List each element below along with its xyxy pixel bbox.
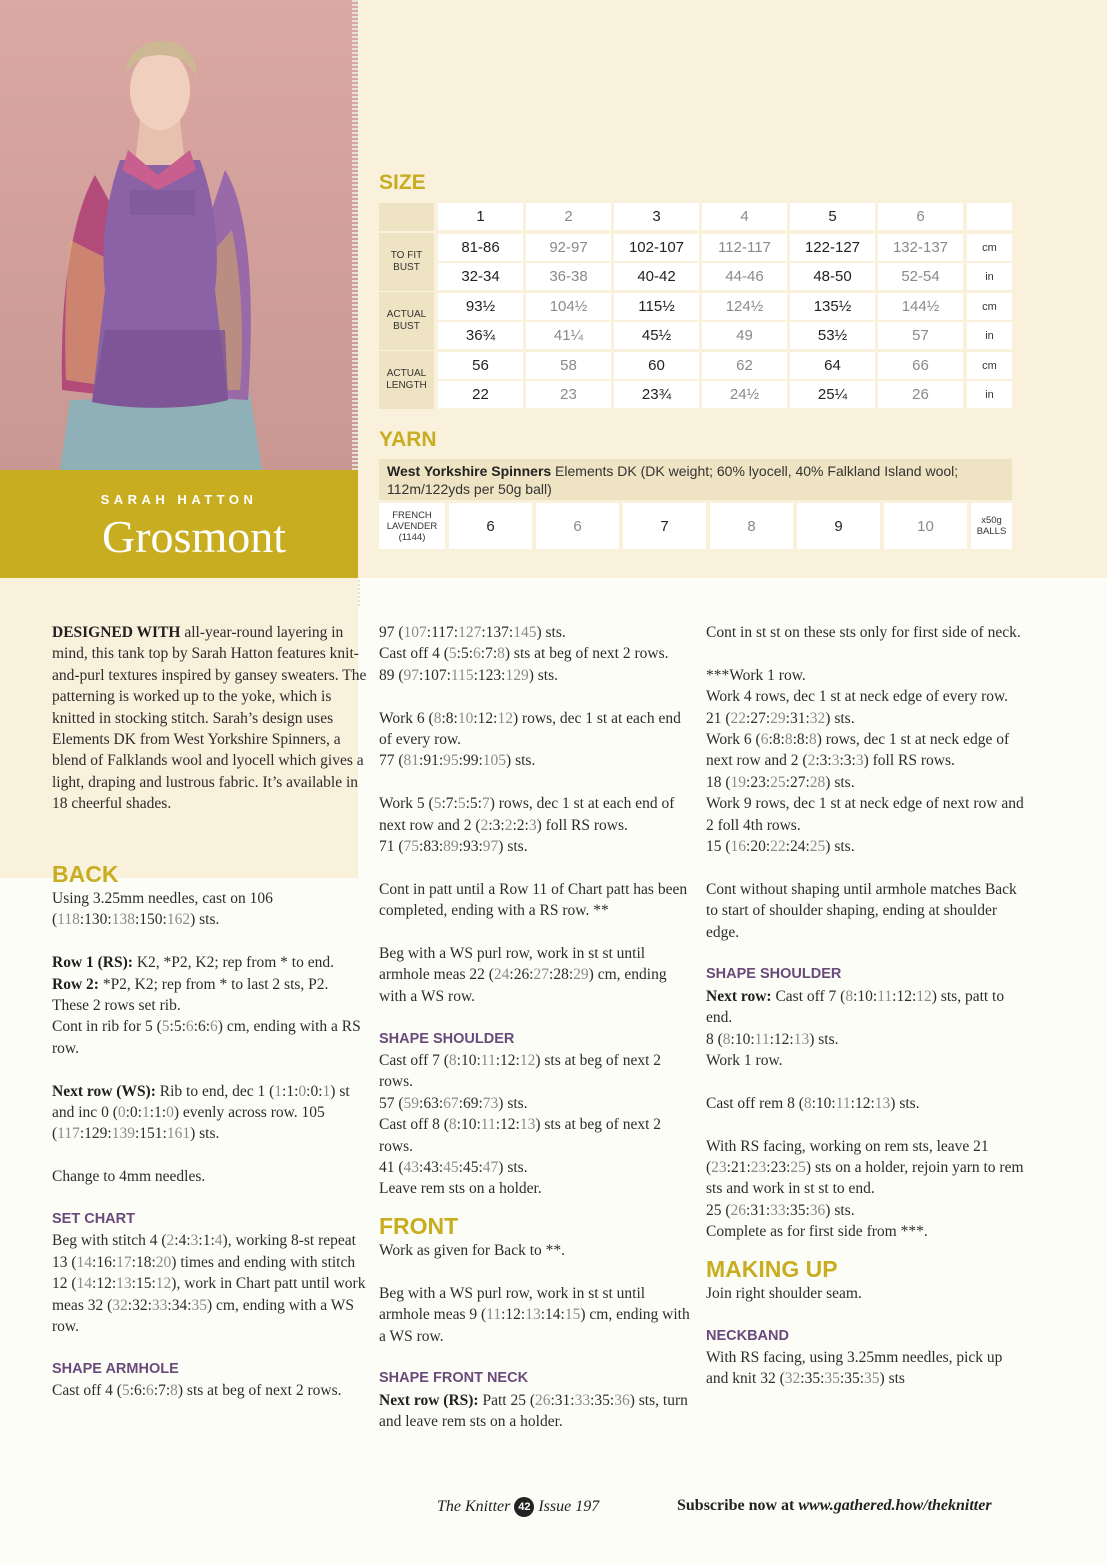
size-col-4: 4 <box>702 203 787 230</box>
neckband-text: With RS facing, using 3.25mm needles, pick up and knit 32 (32:35:35:35:35) sts <box>706 1348 1003 1388</box>
yarn-description <box>379 459 1012 500</box>
back-heading: BACK <box>52 861 119 888</box>
cont-patt: Cont in patt until a Row 11 of Chart patt has been completed, ending with a RS row. ** <box>379 880 688 920</box>
size-unit: cm <box>967 234 1012 261</box>
neckband-heading: NECKBAND <box>706 1327 789 1344</box>
intro-lead: DESIGNED WITH <box>52 624 181 641</box>
yarn-balls-4: 8 <box>710 503 793 549</box>
back-next-row: Next row (WS): Rib to end, dec 1 (1:1:0:0:1) st and inc 0 (0:0:1:1:0) evenly across row. 105 (117:129:139:151:161) sts. <box>52 1082 350 1143</box>
set-chart-text: Beg with stitch 4 (2:4:3:1:4), working 8-st repeat 13 (14:16:17:18:20) times and ending with stitch 12 (14:12:13:15:12), work in Chart patt until work meas 32 (32:32:33:34:35) cm, ending with a WS row. <box>52 1232 366 1336</box>
yarn-details: Elements DK (DK weight; 60% lyocell, 40% Falkland Island wool; 112m/122yds per 50g ball) <box>387 463 959 497</box>
yarn-balls-3: 7 <box>623 503 706 549</box>
back-shape-shoulder-heading: SHAPE SHOULDER <box>379 1030 515 1047</box>
armhole-dec-2: Work 5 (5:7:5:5:7) rows, dec 1 st at each end of next row and 2 (2:3:2:2:3) foll RS rows. 71 (75:83:89:93:97) sts. <box>379 795 675 856</box>
front-neck-text: Next row (RS): Patt 25 (26:31:33:35:36) sts, turn and leave rem sts on a holder. <box>379 1391 688 1431</box>
size-value: 144½ <box>878 293 963 320</box>
column-2 <box>379 622 697 1433</box>
size-unit: cm <box>967 352 1012 379</box>
front-heading: FRONT <box>379 1212 459 1239</box>
yarn-heading: YARN <box>379 428 437 451</box>
column-3 <box>706 622 1024 1390</box>
subscribe-text: Subscribe now at <box>677 1497 799 1514</box>
footer-subscribe <box>677 1497 992 1515</box>
size-col-2: 2 <box>526 203 611 230</box>
neck-shaping: ***Work 1 row. Work 4 rows, dec 1 st at neck edge of every row. 21 (22:27:29:31:32) sts. Work 6 (6:8:8:8:8) rows, dec 1 st at neck edge of next row and 2 (2:3:3:3:3) foll RS rows. 18 (19:23:25:27:28) sts. Work 9 rows, dec 1 st at neck edge of next row and 2 foll 4th rows. 15 (16:20:22:24:25) sts. <box>706 666 1024 856</box>
work-one-row: Work 1 row. <box>706 1052 783 1070</box>
yarn-balls-1: 6 <box>449 503 532 549</box>
leave-rem: Leave rem sts on a holder. <box>379 1180 542 1198</box>
title-panel <box>0 470 358 578</box>
size-value: 93½ <box>438 293 523 320</box>
back-change-needles: Change to 4mm needles. <box>52 1168 206 1186</box>
size-row-label: TO FIT BUST <box>379 233 434 291</box>
size-col-6: 6 <box>878 203 963 230</box>
size-heading: SIZE <box>379 171 426 194</box>
shape-armhole-text: Cast off 4 (5:6:6:7:8) sts at beg of next 2 rows. <box>52 1382 342 1400</box>
size-value: 36¾ <box>438 322 523 349</box>
page-number: 42 <box>514 1497 534 1517</box>
size-value: 132-137 <box>878 234 963 261</box>
yarn-balls-6: 10 <box>884 503 967 549</box>
back-cast-on: Using 3.25mm needles, cast on 106 (118:130:138:150:162) sts. <box>52 890 273 929</box>
size-value: 25¼ <box>790 381 875 408</box>
size-value: 102-107 <box>614 234 699 261</box>
cast-off-rem: Cast off rem 8 (8:10:11:12:13) sts. <box>706 1094 920 1112</box>
back-rib: Row 1 (RS): K2, *P2, K2; rep from * to end. Row 2: *P2, K2; rep from * to last 2 sts, P2. These 2 rows set rib. Cont in rib for 5 (5:5:6:6:6) cm, ending with a RS row. <box>52 954 361 1057</box>
size-value: 23¾ <box>614 381 699 408</box>
size-unit-blank <box>967 203 1012 230</box>
column-1 <box>52 622 370 1402</box>
size-value: 60 <box>614 352 699 379</box>
size-value: 124½ <box>702 293 787 320</box>
issue-number: Issue 197 <box>538 1498 600 1515</box>
front-intro: Work as given for Back to **. <box>379 1241 565 1259</box>
shape-front-neck-heading: SHAPE FRONT NECK <box>379 1370 529 1387</box>
size-value: 112-117 <box>702 234 787 261</box>
size-value: 22 <box>438 381 523 408</box>
yarn-brand: West Yorkshire Spinners <box>387 463 552 479</box>
designer-name: SARAH HATTON <box>100 492 258 507</box>
yarn-balls-2: 6 <box>536 503 619 549</box>
size-value: 135½ <box>790 293 875 320</box>
shape-armhole-heading: SHAPE ARMHOLE <box>52 1360 179 1377</box>
size-col-3: 3 <box>614 203 699 230</box>
size-value: 45½ <box>614 322 699 349</box>
size-value: 49 <box>702 322 787 349</box>
size-value: 104½ <box>526 293 611 320</box>
pattern-title: Grosmont <box>102 511 286 562</box>
size-unit: in <box>967 322 1012 349</box>
making-up-text: Join right shoulder seam. <box>706 1284 862 1302</box>
size-value: 64 <box>790 352 875 379</box>
size-value: 53½ <box>790 322 875 349</box>
set-chart-heading: SET CHART <box>52 1211 135 1228</box>
rs-facing-text: With RS facing, working on rem sts, leave 21 (23:21:23:23:25) sts on a holder, rejoin yarn to rem sts and work in st st to end. 25 (26:31:33:35:36) sts. Complete as for first side from ***. <box>706 1137 1024 1241</box>
intro-text: all-year-round layering in mind, this tank top by Sarah Hatton features knit-and-purl textures inspired by gansey sweaters. The patterning is worked up to the yoke, which is knitted in stocking stitch. Sarah’s design uses Elements DK from West Yorkshire Spinners, a blend of Falklands wool and lyocell which gives a light, draping and lustrous fabric. It’s available in 18 cheerful shades. <box>52 624 367 813</box>
size-value: 62 <box>702 352 787 379</box>
yarn-shade: FRENCH LAVENDER (1144) <box>379 503 445 549</box>
armhole-meas: Beg with a WS purl row, work in st st until armhole meas 22 (24:26:27:28:29) cm, ending with a WS row. <box>379 945 667 1005</box>
size-value: 92-97 <box>526 234 611 261</box>
size-value: 26 <box>878 381 963 408</box>
armhole-dec-1: Work 6 (8:8:10:12:12) rows, dec 1 st at each end of every row. 77 (81:91:95:99:105) sts. <box>379 709 681 770</box>
size-value: 23 <box>526 381 611 408</box>
hero-photo <box>0 0 358 470</box>
size-value: 58 <box>526 352 611 379</box>
size-row-label: ACTUAL LENGTH <box>379 351 434 409</box>
size-row-label: ACTUAL BUST <box>379 292 434 350</box>
size-value: 57 <box>878 322 963 349</box>
first-side-neck: Cont in st st on these sts only for first side of neck. <box>706 624 1021 641</box>
front-armhole: Beg with a WS purl row, work in st st until armhole meas 9 (11:12:13:14:15) cm, ending with a WS row. <box>379 1284 690 1345</box>
size-col-5: 5 <box>790 203 875 230</box>
size-value: 115½ <box>614 293 699 320</box>
back-shoulder-text: Cast off 7 (8:10:11:12:12) sts at beg of next 2 rows. 57 (59:63:67:69:73) sts. Cast off 8 (8:10:11:12:13) sts at beg of next 2 rows. 41 (43:43:45:45:47) sts. Leave rem sts on a holder. <box>379 1052 662 1198</box>
front-shape-shoulder-heading: SHAPE SHOULDER <box>706 966 842 983</box>
size-value: 44-46 <box>702 263 787 290</box>
size-value: 24½ <box>702 381 787 408</box>
size-value: 32-34 <box>438 263 523 290</box>
cont-without-shaping: Cont without shaping until armhole matches Back to start of shoulder shaping, ending at shoulder edge. <box>706 880 1017 941</box>
subscribe-link[interactable]: www.gathered.how/theknitter <box>798 1497 992 1514</box>
size-value: 40-42 <box>614 263 699 290</box>
magazine-name: The Knitter <box>437 1498 511 1515</box>
size-header-blank <box>379 203 434 231</box>
size-unit: in <box>967 263 1012 290</box>
size-value: 56 <box>438 352 523 379</box>
footer-magazine <box>437 1497 599 1517</box>
making-up-heading: MAKING UP <box>706 1255 838 1282</box>
size-value: 41¼ <box>526 322 611 349</box>
armhole-cont: 97 (107:117:127:137:145) sts. Cast off 4 (5:5:6:7:8) sts at beg of next 2 rows. 89 (97:107:115:123:129) sts. <box>379 624 669 684</box>
size-value: 36-38 <box>526 263 611 290</box>
intro-paragraph <box>52 622 370 815</box>
yarn-unit: x50g BALLS <box>971 503 1012 549</box>
size-value: 81-86 <box>438 234 523 261</box>
size-unit: cm <box>967 293 1012 320</box>
size-value: 48-50 <box>790 263 875 290</box>
size-unit: in <box>967 381 1012 408</box>
yarn-balls-5: 9 <box>797 503 880 549</box>
size-value: 122-127 <box>790 234 875 261</box>
front-shoulder-text: Next row: Cast off 7 (8:10:11:12:12) sts, patt to end. 8 (8:10:11:12:13) sts. Work 1 row. <box>706 987 1005 1070</box>
size-col-1: 1 <box>438 203 523 230</box>
size-value: 66 <box>878 352 963 379</box>
size-value: 52-54 <box>878 263 963 290</box>
